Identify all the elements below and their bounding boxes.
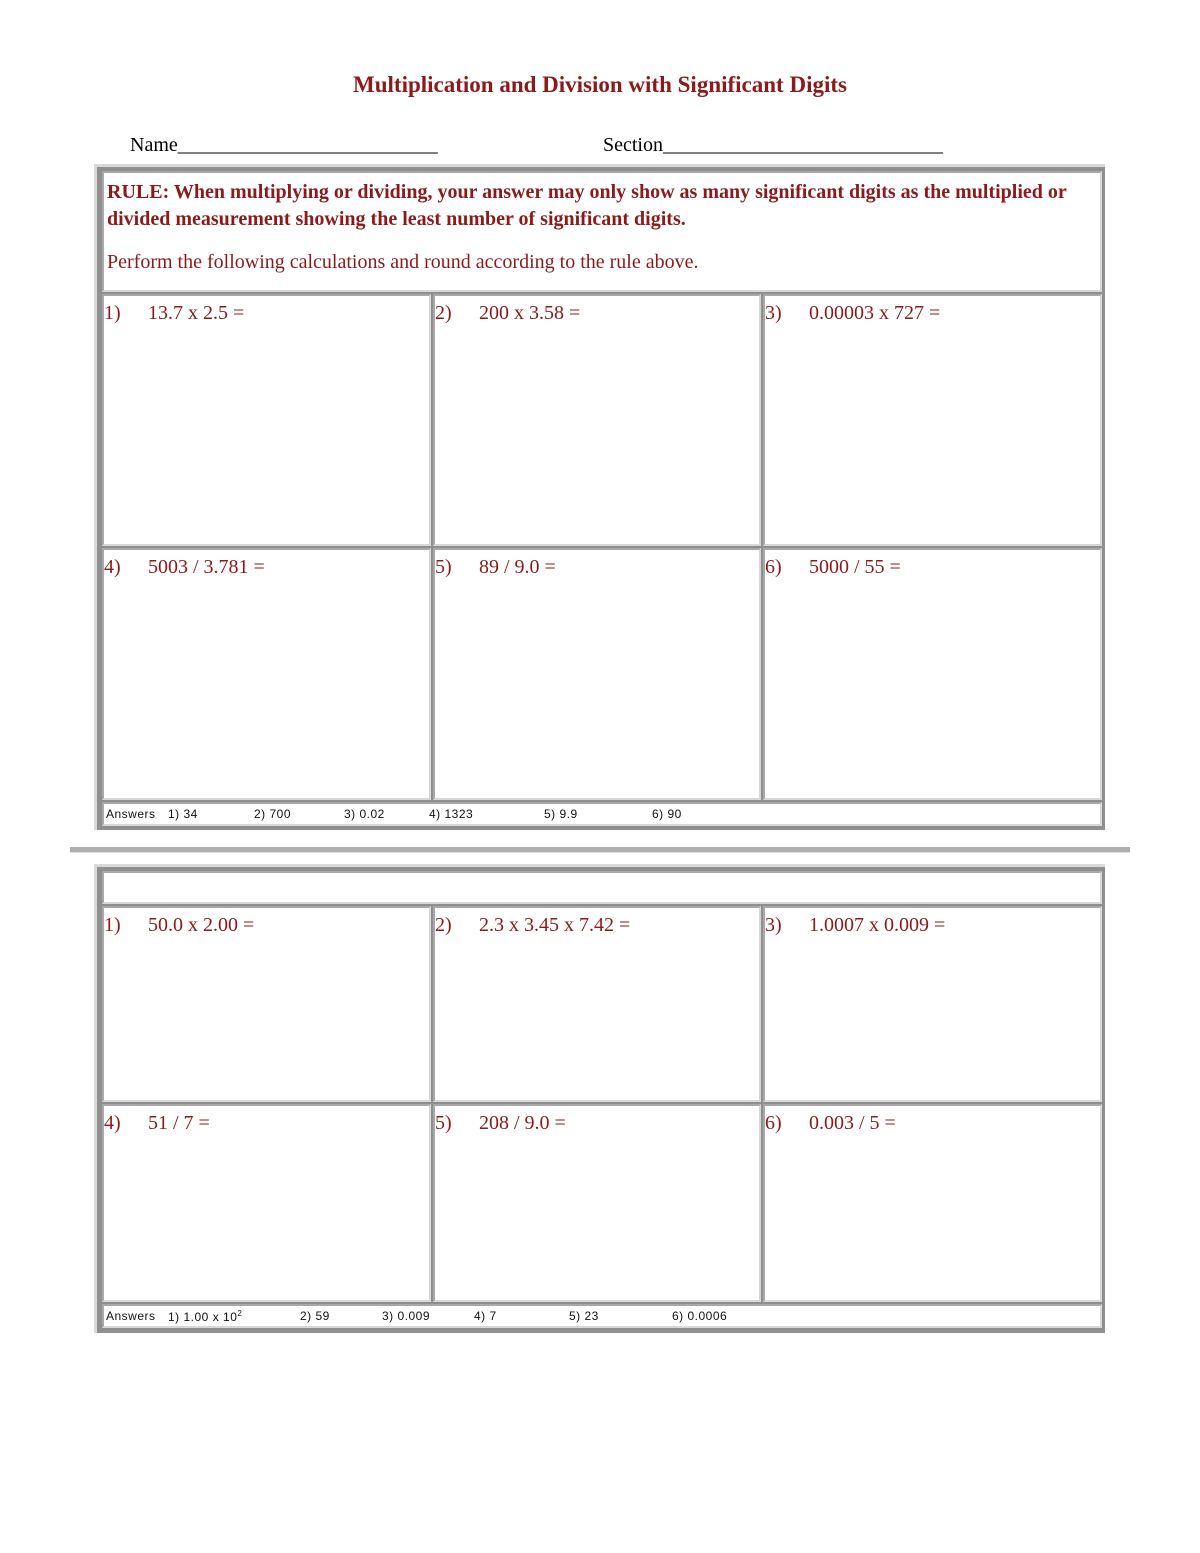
rule-box — [102, 171, 1102, 292]
problem-cell — [102, 1104, 431, 1302]
problem-expression: 51 / 7 = — [148, 1112, 210, 1134]
answer-item: 3) 0.02 — [344, 807, 385, 821]
problem-cell — [433, 294, 761, 546]
answer-exponent: 2 — [237, 1309, 243, 1318]
worksheet-title: Multiplication and Division with Significant Digits — [353, 72, 847, 97]
problem-number: 4) — [104, 1112, 121, 1134]
answer-item: 2) 59 — [300, 1309, 330, 1323]
answer-item: 6) 90 — [652, 807, 682, 821]
answer-item: 1) 34 — [168, 807, 198, 821]
problem-expression: 0.00003 x 727 = — [809, 302, 941, 324]
problem-cell — [433, 1104, 761, 1302]
problem-cell — [102, 906, 431, 1102]
problem-expression: 5000 / 55 = — [809, 556, 901, 578]
rule-text: RULE: When multiplying or dividing, your answer may only show as many significant digits as the multiplied or divided measurement showing the least number of significant digits. — [107, 181, 1067, 230]
problem-number: 2) — [435, 914, 452, 936]
problem-expression: 1.0007 x 0.009 = — [809, 914, 946, 936]
problem-number: 5) — [435, 1112, 452, 1134]
name-field: Name__________________________ — [130, 134, 438, 156]
answer-item: 5) 9.9 — [544, 807, 578, 821]
answer-item: 6) 0.0006 — [672, 1309, 728, 1323]
problem-number: 3) — [765, 302, 782, 324]
problem-cell — [763, 294, 1102, 546]
problem-expression: 0.003 / 5 = — [809, 1112, 896, 1134]
answer-item: 4) 1323 — [429, 807, 474, 821]
worksheet-panel-2 — [94, 864, 1105, 1333]
problem-number: 6) — [765, 556, 782, 578]
problem-expression: 50.0 x 2.00 = — [148, 914, 255, 936]
problem-cell — [763, 548, 1102, 800]
answer-item — [168, 1309, 242, 1324]
problem-cell — [763, 1104, 1102, 1302]
section-divider — [70, 847, 1130, 853]
problem-cell — [102, 294, 431, 546]
answer-item: 3) 0.009 — [382, 1309, 431, 1323]
problem-expression: 208 / 9.0 = — [479, 1112, 566, 1134]
problem-cell — [763, 906, 1102, 1102]
problem-number: 2) — [435, 302, 452, 324]
section-field: Section____________________________ — [603, 134, 943, 156]
problem-number: 1) — [104, 914, 121, 936]
problem-cell — [433, 548, 761, 800]
problem-expression: 2.3 x 3.45 x 7.42 = — [479, 914, 631, 936]
answer-key — [102, 1304, 1102, 1328]
problem-expression: 13.7 x 2.5 = — [148, 302, 245, 324]
problem-number: 1) — [104, 302, 121, 324]
problem-expression: 5003 / 3.781 = — [148, 556, 265, 578]
answer-item: 4) 7 — [474, 1309, 497, 1323]
problem-expression: 200 x 3.58 = — [479, 302, 581, 324]
rule-instruction: Perform the following calculations and round according to the rule above. — [107, 251, 699, 273]
problem-number: 6) — [765, 1112, 782, 1134]
header-box — [102, 871, 1102, 904]
answers-label: Answers — [106, 1309, 156, 1323]
worksheet-panel-1 — [94, 164, 1105, 830]
answer-key — [102, 802, 1102, 826]
problem-cell — [102, 548, 431, 800]
problem-number: 4) — [104, 556, 121, 578]
answers-label: Answers — [106, 807, 156, 821]
problem-number: 3) — [765, 914, 782, 936]
answer-item: 5) 23 — [569, 1309, 599, 1323]
problem-expression: 89 / 9.0 = — [479, 556, 556, 578]
problem-number: 5) — [435, 556, 452, 578]
answer-base: 1) 1.00 x 10 — [168, 1310, 238, 1324]
answer-item: 2) 700 — [254, 807, 292, 821]
problem-cell — [433, 906, 761, 1102]
